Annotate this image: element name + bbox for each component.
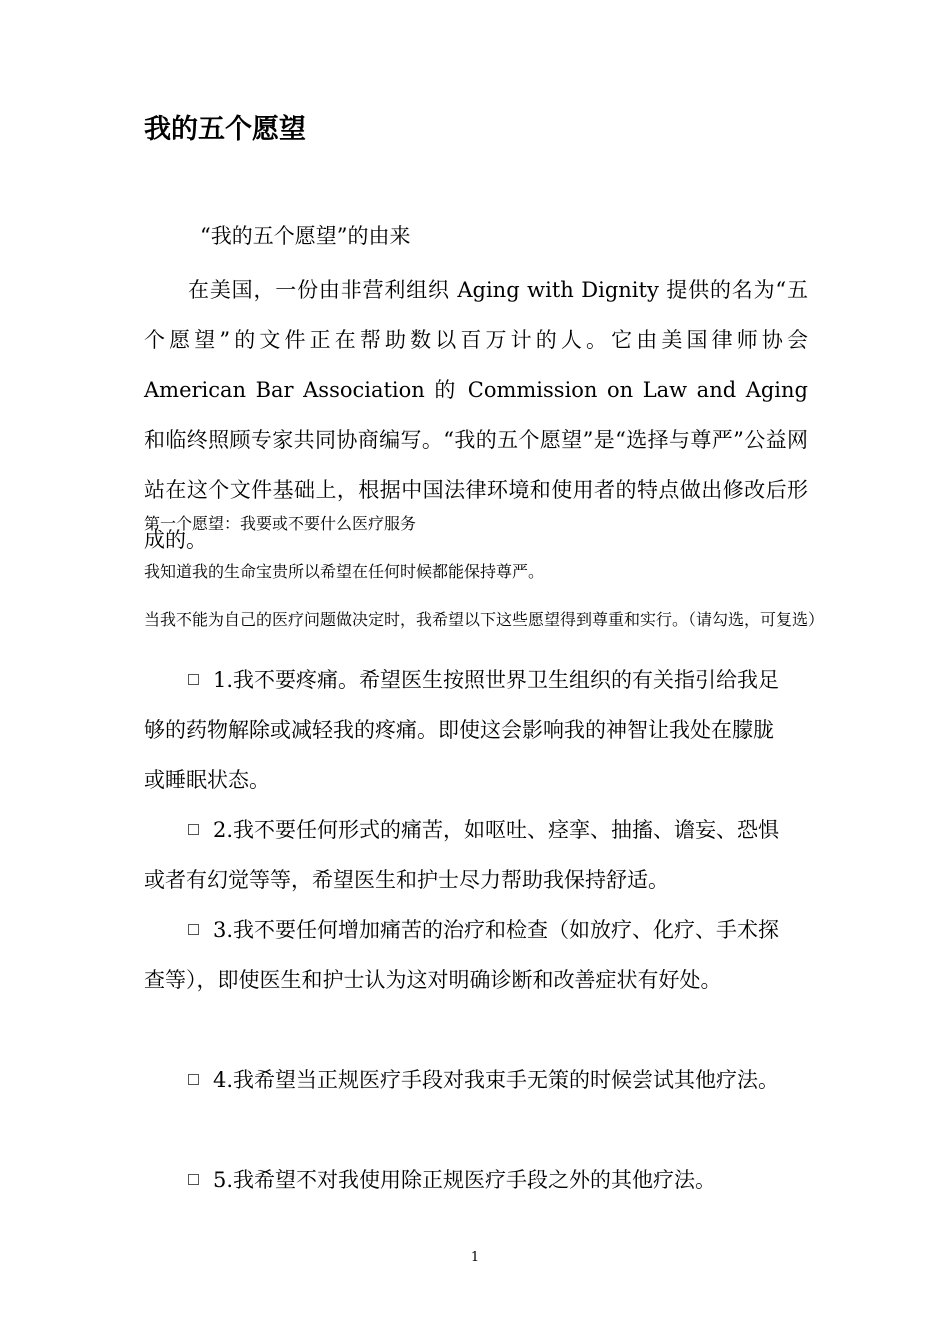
checkbox-3[interactable]: [188, 924, 199, 935]
section-subtitle: “我的五个愿望”的由来: [200, 224, 411, 248]
option-3-text: 3.我不要任何增加痛苦的治疗和检查（如放疗、化疗、手术探查等），即使医生和护士认为这对明确诊断和改善症状有好处。: [144, 918, 780, 992]
option-item-2[interactable]: [144, 805, 784, 905]
option-4-text: 4.我希望当正规医疗手段对我束手无策的时候尝试其他疗法。: [213, 1068, 780, 1092]
option-item-5[interactable]: [144, 1155, 784, 1205]
option-2-text: 2.我不要任何形式的痛苦，如呕吐、痉挛、抽搐、谵妄、恐惧或者有幻觉等等，希望医生和护士尽力帮助我保持舒适。: [144, 818, 780, 892]
checkbox-5[interactable]: [188, 1174, 199, 1185]
option-item-3[interactable]: [144, 905, 784, 1005]
checkbox-1[interactable]: [188, 674, 199, 685]
instruction-text: 当我不能为自己的医疗问题做决定时，我希望以下这些愿望得到尊重和实行。（请勾选，可复选）: [144, 610, 825, 629]
intro-paragraph: 在美国，一份由非营利组织 Aging with Dignity 提供的名为“五个愿望”的文件正在帮助数以百万计的人。它由美国律师协会 American Bar Association 的 Commission on Law and Aging 和临终照顾专家共同协商编写。“我的五个愿望”是“选择与尊严”公益网站在这个文件基础上，根据中国法律环境和使用者的特点做出修改后形成的。: [144, 278, 808, 552]
checkbox-4[interactable]: [188, 1074, 199, 1085]
option-item-1[interactable]: [144, 655, 784, 805]
document-title: 我的五个愿望: [144, 114, 306, 145]
checkbox-2[interactable]: [188, 824, 199, 835]
option-item-4[interactable]: [144, 1055, 784, 1105]
dignity-statement: 我知道我的生命宝贵所以希望在任何时候都能保持尊严。: [144, 562, 545, 581]
page-number: 1: [470, 1250, 480, 1265]
option-5-text: 5.我希望不对我使用除正规医疗手段之外的其他疗法。: [213, 1168, 717, 1192]
wish1-heading: 第一个愿望：我要或不要什么医疗服务: [144, 514, 417, 533]
option-1-text: 1.我不要疼痛。希望医生按照世界卫生组织的有关指引给我足够的药物解除或减轻我的疼痛。即使这会影响我的神智让我处在朦胧或睡眠状态。: [144, 668, 780, 792]
